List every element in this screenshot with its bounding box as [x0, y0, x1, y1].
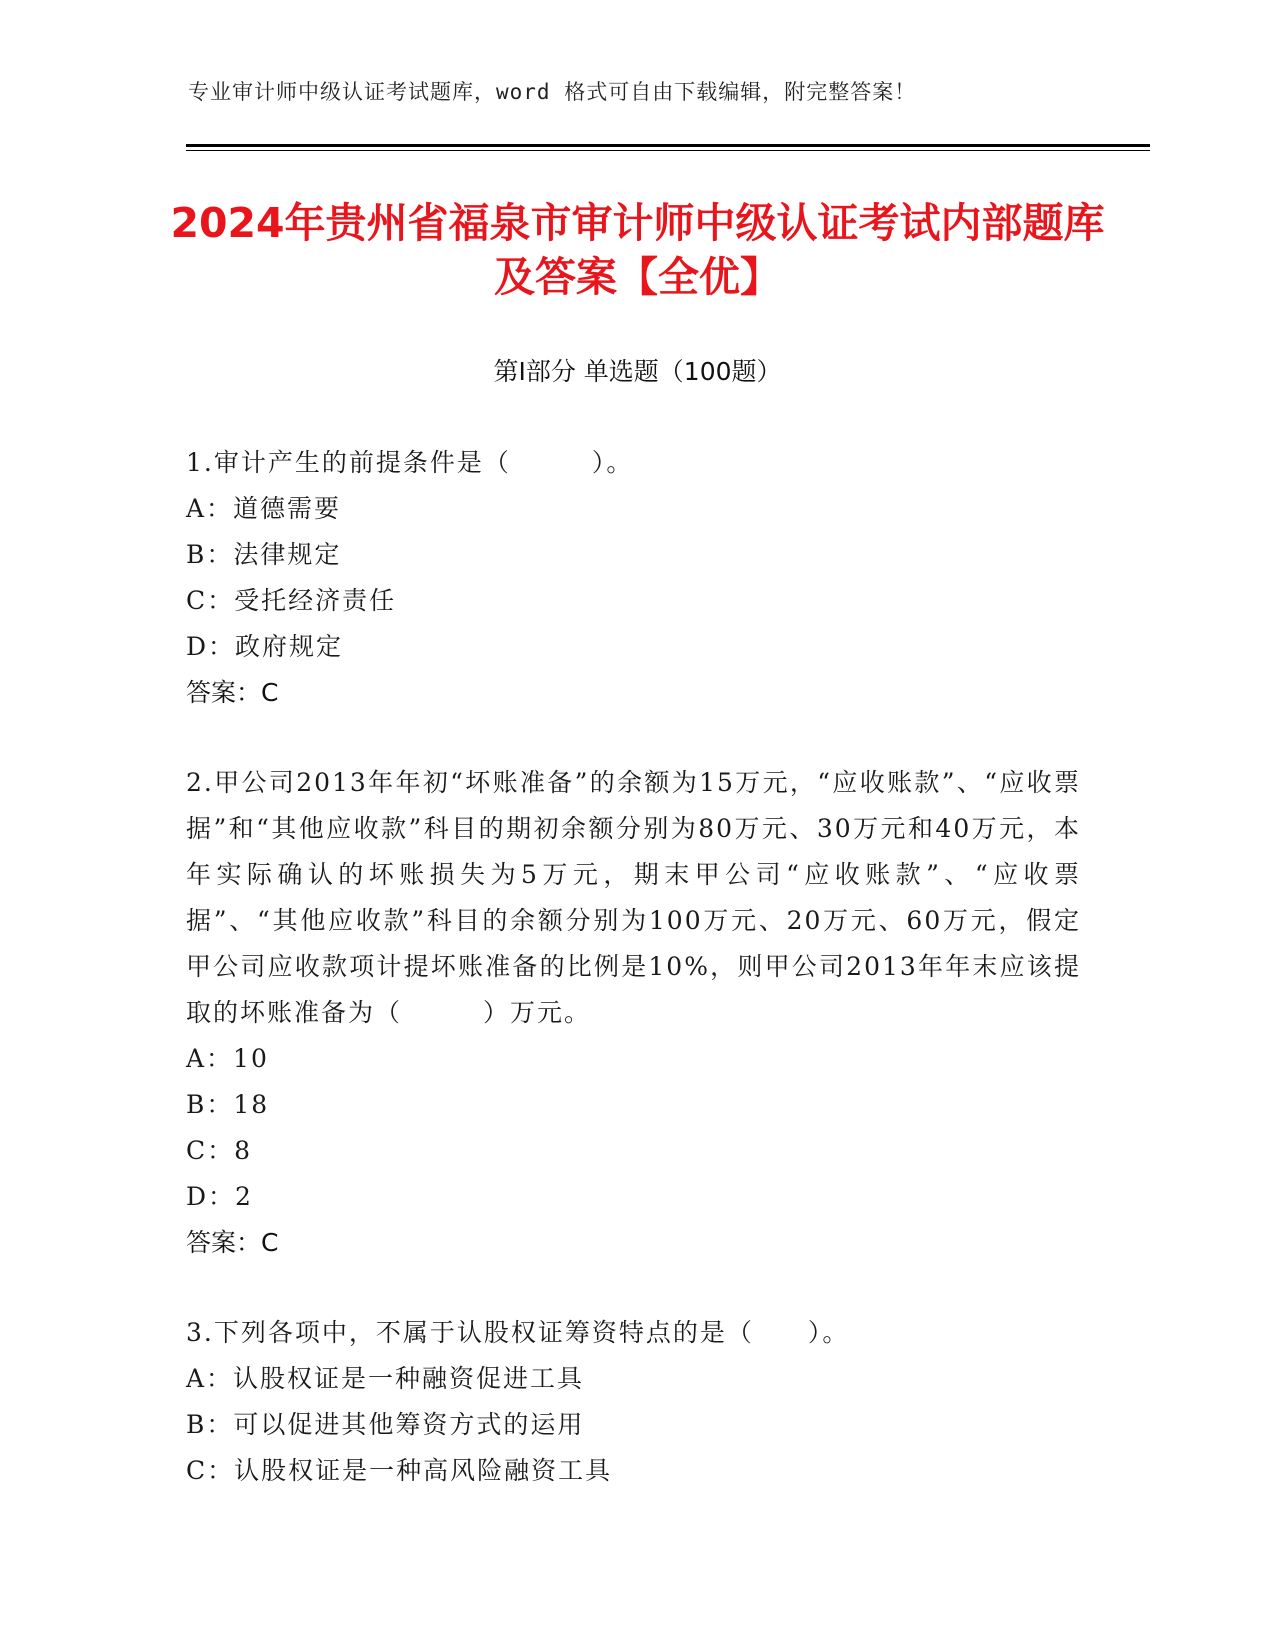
question-1 — [186, 440, 1081, 716]
option-d: D：政府规定 — [186, 632, 344, 661]
option-c: C：受托经济责任 — [186, 586, 397, 615]
question-stem: 1.审计产生的前提条件是（ ）。 — [186, 448, 634, 477]
section-title: 第Ⅰ部分 单选题（100题） — [493, 357, 782, 386]
option-a: A：道德需要 — [186, 494, 342, 523]
option-d: D：2 — [186, 1182, 253, 1211]
header-divider-thick — [186, 144, 1150, 147]
header-note: 专业审计师中级认证考试题库，word 格式可自由下载编辑，附完整答案！ — [188, 80, 917, 104]
question-2 — [186, 760, 1081, 1266]
question-3 — [186, 1310, 1081, 1494]
answer-line: 答案：C — [186, 678, 279, 707]
question-list — [186, 440, 1081, 1538]
option-b: B：可以促进其他筹资方式的运用 — [186, 1410, 585, 1439]
option-b: B：18 — [186, 1090, 270, 1119]
document-title: 2024年贵州省福泉市审计师中级认证考试内部题库及答案【全优】 — [170, 199, 1105, 301]
question-stem: 3.下列各项中，不属于认股权证筹资特点的是（ ）。 — [186, 1318, 850, 1347]
option-b: B：法律规定 — [186, 540, 342, 569]
question-stem: 2.甲公司2013年年初“坏账准备”的余额为15万元，“应收账款”、“应收票据”和“其他应收款”科目的期初余额分别为80万元、30万元和40万元，本年实际确认的坏账损失为5万元，期末甲公司“应收账款”、“应收票据”、“其他应收款”科目的余额分别为100万元、20万元、60万元，假定甲公司应收款项计提坏账准备的比例是10%，则甲公司2013年年末应该提取的坏账准备为（ ）万元。 — [186, 768, 1081, 1027]
option-a: A：认股权证是一种融资促进工具 — [186, 1364, 585, 1393]
option-a: A：10 — [186, 1044, 269, 1073]
option-c: C：8 — [186, 1136, 253, 1165]
option-c: C：认股权证是一种高风险融资工具 — [186, 1456, 613, 1485]
header-divider-thin — [186, 150, 1150, 151]
answer-line: 答案：C — [186, 1228, 279, 1257]
